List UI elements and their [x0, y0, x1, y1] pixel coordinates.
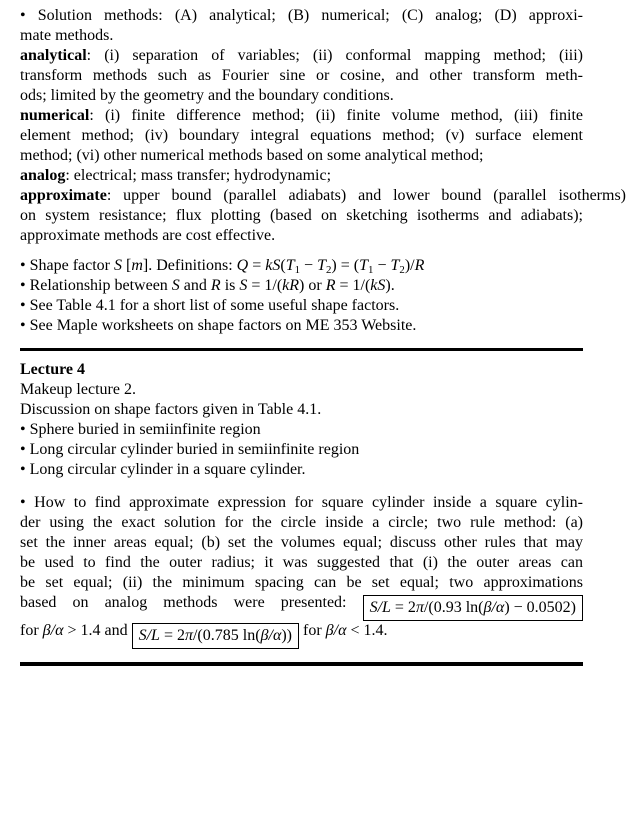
- text-line: • Relationship between S and R is S = 1/(kR) or R = 1/(kS).: [20, 277, 395, 294]
- shape-factor-notes: [20, 256, 583, 336]
- text-line: analog: electrical; mass transfer; hydrodynamic;: [20, 167, 332, 184]
- text-line: Discussion on shape factors given in Table 4.1.: [20, 401, 322, 418]
- text-line: • Long circular cylinder in a square cylinder.: [20, 461, 306, 478]
- solution-methods-block: [20, 6, 626, 246]
- text-line: • Shape factor S [m]. Definitions: $Q = kS(T_1 - T_2) = (T_1 - T_2)/R$: [20, 257, 425, 276]
- text-line: based on analog methods were presented: S/L = 2π/(0.93 ln(β/α) − 0.0502): [20, 593, 583, 621]
- text-line: be used to find the outer radius; it was suggested that (i) the outer areas can: [20, 554, 583, 571]
- text-line: for β/α > 1.4 and S/L = 2π/(0.785 ln(β/α)) for β/α < 1.4.: [20, 621, 583, 649]
- text-line: be set equal; (ii) the minimum spacing can be set equal; two approximations: [20, 574, 583, 591]
- text-line: der using the exact solution for the circle inside a circle; two rule method: (a): [20, 514, 583, 531]
- text-line: ods; limited by the geometry and the boundary conditions.: [20, 87, 394, 104]
- text-line: • Sphere buried in semiinfinite region: [20, 421, 261, 438]
- text-line: • Solution methods: (A) analytical; (B) numerical; (C) analog; (D) approxi-: [20, 7, 583, 24]
- text-line: on system resistance; flux plotting (based on sketching isotherms and adiabats);: [20, 207, 583, 224]
- text-line: method; (vi) other numerical methods based on some analytical method;: [20, 147, 484, 164]
- text-line: • How to find approximate expression for square cylinder inside a square cylin-: [20, 494, 583, 511]
- text-line: • Long circular cylinder buried in semiinfinite region: [20, 441, 360, 458]
- separator-rule-2: [20, 662, 583, 666]
- document: [20, 6, 626, 666]
- boxed-formula: S/L = 2π/(0.93 ln(β/α) − 0.0502): [363, 595, 583, 621]
- text-line: approximate methods are cost effective.: [20, 227, 276, 244]
- text-line: approximate: upper bound (parallel adiabats) and lower bound (parallel isotherms): [20, 187, 626, 204]
- separator-rule-1: [20, 348, 583, 351]
- text-line: set the inner areas equal; (b) set the volumes equal; discuss other rules that may: [20, 534, 583, 551]
- boxed-formula: S/L = 2π/(0.785 ln(β/α)): [132, 623, 299, 649]
- square-cylinder-discussion: [20, 493, 583, 649]
- lecture-4-block: [20, 360, 583, 480]
- text-line: mate methods.: [20, 27, 114, 44]
- text-line: Lecture 4: [20, 361, 86, 378]
- text-line: element method; (iv) boundary integral equations method; (v) surface element: [20, 127, 583, 144]
- text-line: Makeup lecture 2.: [20, 381, 136, 398]
- text-line: transform methods such as Fourier sine or cosine, and other transform meth-: [20, 67, 583, 84]
- text-line: • See Maple worksheets on shape factors on ME 353 Website.: [20, 317, 417, 334]
- text-line: • See Table 4.1 for a short list of some useful shape factors.: [20, 297, 400, 314]
- text-line: analytical: (i) separation of variables; (ii) conformal mapping method; (iii): [20, 47, 583, 64]
- text-line: numerical: (i) finite difference method; (ii) finite volume method, (iii) finite: [20, 107, 583, 124]
